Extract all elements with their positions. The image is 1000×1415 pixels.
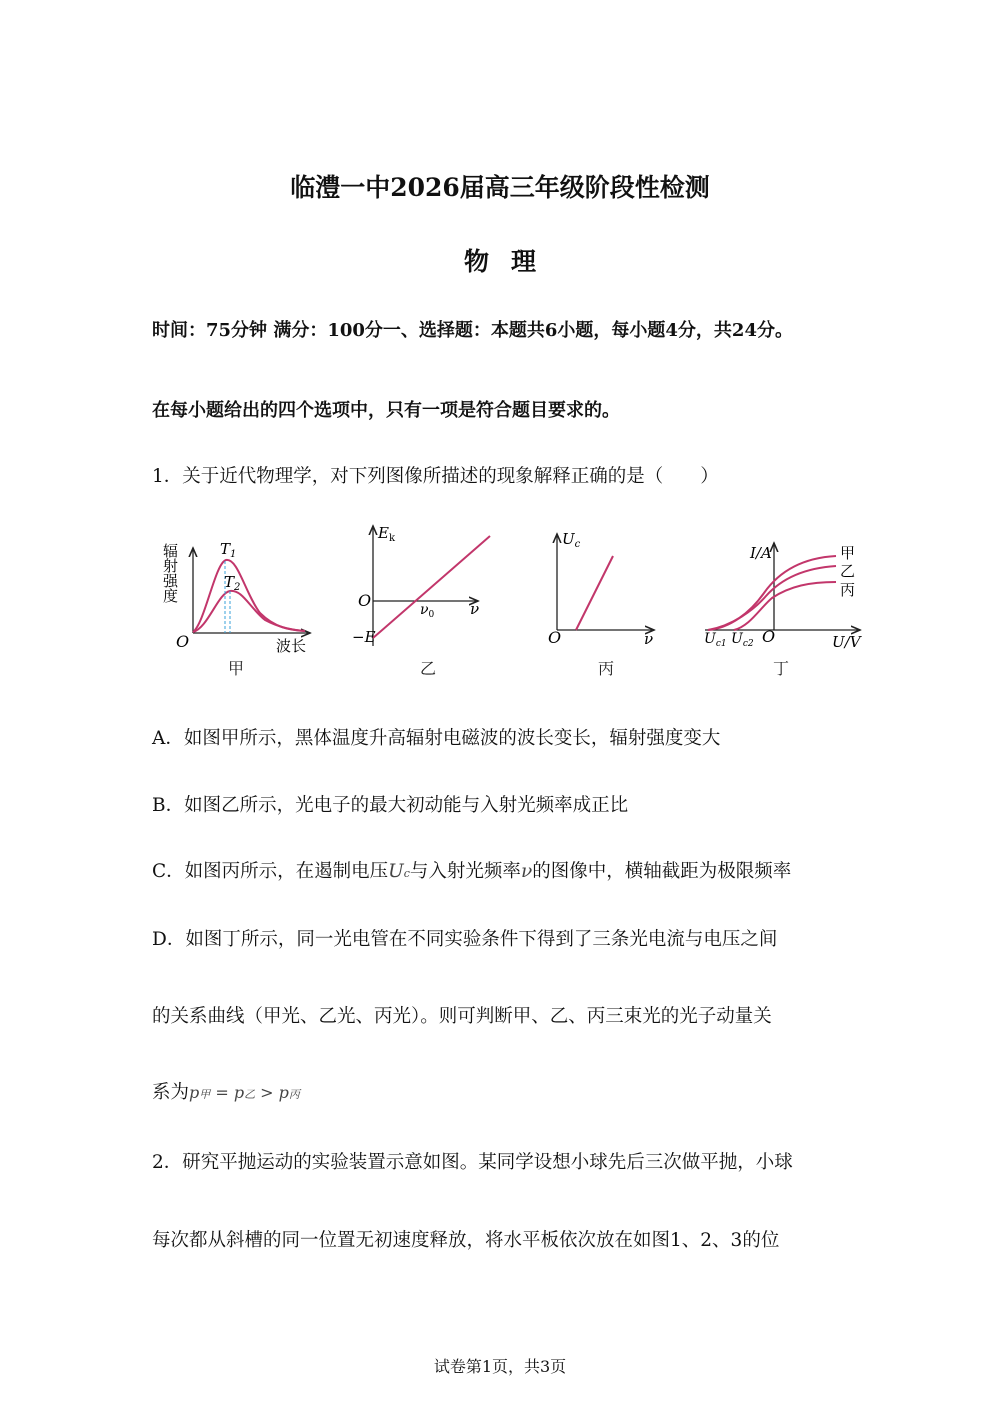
option-a: A．如图甲所示，黑体温度升高辐射电磁波的波长变长，辐射强度变大 [152,728,721,749]
figure-bing-origin: O [548,628,562,647]
figure-ding-curve-bing [734,582,836,630]
page-footer: 试卷第1页，共3页 [433,1357,567,1376]
figure-ding-uc2-label: $U_{c2}$ [731,631,754,649]
figure-jia-xlabel: 波长 [276,637,307,655]
symbol-uc: Uc [388,861,410,882]
figure-ding-xlabel: U/V [832,633,861,651]
figure-ding-uc1-label: $U_{c1}$ [704,631,727,649]
figure-jia-curve-t1 [193,560,305,632]
figure-yi-ylabel: $E_k$ [378,524,396,544]
figure-yi-v0-label: $\nu_0$ [420,602,435,620]
instruction-time-score: 时间：75分钟 满分：100分一、选择题：本题共6小题，每小题4分，共24分。 [152,320,793,341]
figure-jia-t1-label: $T_1$ [220,540,237,560]
figure-ding-label-bing: 丙 [840,581,856,599]
figure-ding-label-yi: 乙 [840,562,856,580]
question-1-stem: 1．关于近代物理学，对下列图像所描述的现象解释正确的是（ ） [152,466,719,487]
figure-yi-intercept: −E [352,628,376,646]
symbol-nu: ν [520,861,533,882]
figure-bing-line [576,556,613,630]
figure-bing [548,530,654,678]
figure-bing-ylabel: $U_c$ [562,530,581,550]
subject-title: 物理 [463,247,558,276]
instruction-single-choice: 在每小题给出的四个选项中，只有一项是符合题目要求的。 [152,400,620,421]
question-1-figures [160,518,880,688]
figure-ding-caption: 丁 [773,659,790,678]
figure-ding-origin: O [762,627,776,646]
exam-title: 临澧一中2026届高三年级阶段性检测 [290,173,710,202]
figure-ding-ylabel: I/A [750,544,772,562]
figure-ding-curve-jia [708,556,836,630]
figure-jia-caption: 甲 [228,659,245,678]
figure-ding [704,543,863,678]
momentum-relation: p甲 = p乙 > p丙 [189,1083,300,1102]
option-d-line-2: 的关系曲线（甲光、乙光、丙光）。则可判断甲、乙、丙三束光的光子动量关 [152,1006,772,1027]
figure-jia [161,540,310,678]
figure-yi-xlabel: ν [470,600,480,618]
figure-yi-line [373,536,490,638]
figure-yi-origin: O [358,591,372,610]
figure-ding-label-jia: 甲 [840,544,856,562]
figure-bing-caption: 丙 [598,659,615,678]
figure-bing-xlabel: ν [644,630,654,648]
figure-jia-t2-label: $T_2$ [224,573,241,593]
figure-jia-ylabel: 辐射强度 [161,543,179,603]
option-d-line-3: 系为p甲 = p乙 > p丙 [152,1082,300,1103]
figure-yi [352,524,490,678]
option-d-line-1: D．如图丁所示，同一光电管在不同实验条件下得到了三条光电流与电压之间 [152,929,778,950]
question-2-line-1: 2．研究平抛运动的实验装置示意如图。某同学设想小球先后三次做平抛，小球 [152,1152,793,1173]
figure-jia-origin: O [176,632,190,651]
option-b: B．如图乙所示，光电子的最大初动能与入射光频率成正比 [152,795,629,816]
option-c: C．如图丙所示，在遏制电压Uc与入射光频率ν的图像中，横轴截距为极限频率 [152,861,792,882]
question-2-line-2: 每次都从斜槽的同一位置无初速度释放，将水平板依次放在如图1、2、3的位 [152,1230,780,1251]
figure-yi-caption: 乙 [420,659,437,678]
